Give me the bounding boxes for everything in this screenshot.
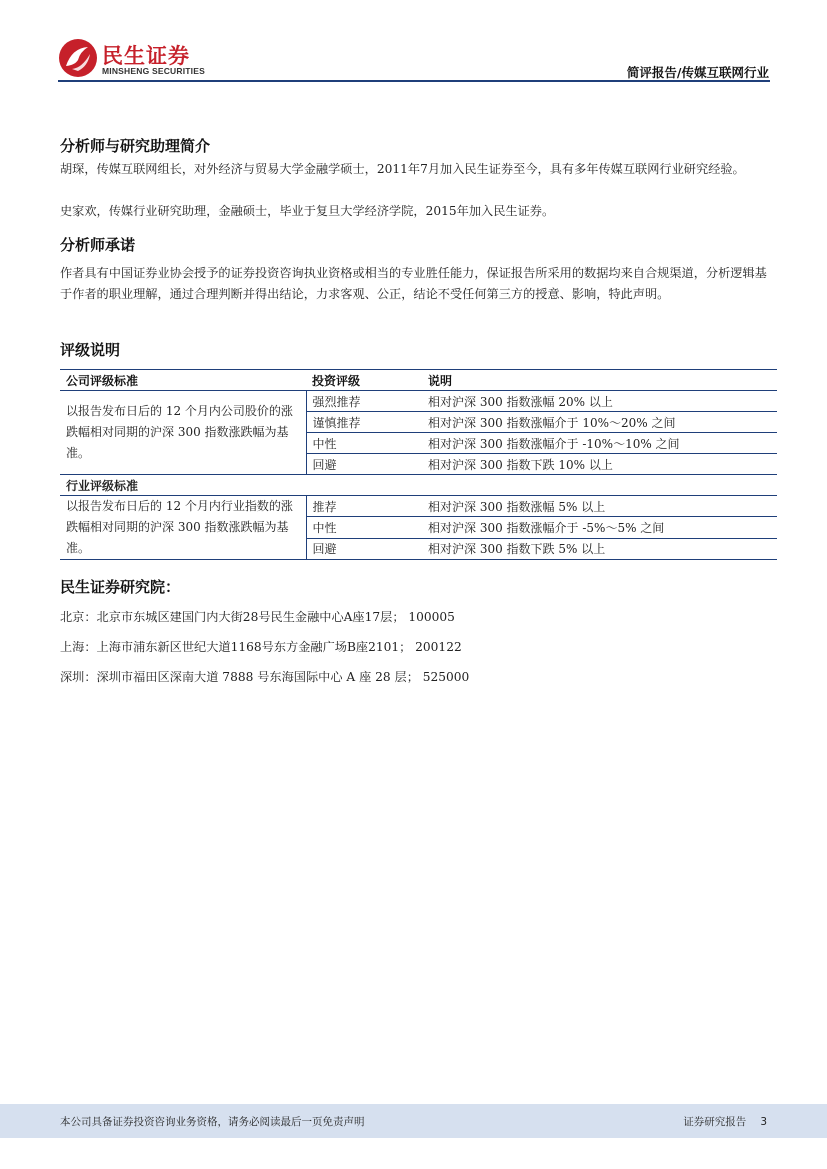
institute-section-title: 民生证券研究院： <box>60 578 181 596</box>
header-company-standard: 公司评级标准 <box>60 370 306 391</box>
minsheng-logo-icon <box>58 38 98 78</box>
company-logo <box>58 38 218 80</box>
page-number: 3 <box>760 1116 767 1128</box>
footer-disclaimer: 本公司具备证券投资咨询业务资格，请务必阅读最后一页免责声明 <box>60 1116 365 1128</box>
rating-label: 谨慎推荐 <box>306 412 422 433</box>
address-shanghai: 上海：上海市浦东新区世纪大道1168号东方金融广场B座2101； 200122 <box>60 640 462 654</box>
industry-rating-basis: 以报告发布日后的 12 个月内行业指数的涨跌幅相对同期的沪深 300 指数涨跌幅为基准。 <box>60 496 306 560</box>
analyst-intro-1: 胡琛，传媒互联网组长，对外经济与贸易大学金融学硕士，2011年7月加入民生证券至今，具有多年传媒互联网行业研究经验。 <box>60 162 745 176</box>
header-explanation: 说明 <box>422 370 777 391</box>
table-row <box>60 391 777 412</box>
rating-label: 中性 <box>306 517 422 538</box>
table-row <box>60 496 777 517</box>
header-investment-rating: 投资评级 <box>306 370 422 391</box>
footer-info <box>669 1114 767 1129</box>
rating-explanation: 相对沪深 300 指数涨幅介于 -10%～10% 之间 <box>422 433 777 454</box>
page-header <box>0 0 827 90</box>
footer-report-type: 证券研究报告 <box>683 1116 747 1128</box>
logo-chinese-name: 民生证券 <box>102 44 190 68</box>
address-beijing: 北京：北京市东城区建国门内大街28号民生金融中心A座17层； 100005 <box>60 610 455 624</box>
header-industry-standard: 行业评级标准 <box>60 475 306 496</box>
analyst-intro-2: 史家欢，传媒行业研究助理，金融硕士，毕业于复旦大学经济学院，2015年加入民生证券。 <box>60 204 555 218</box>
rating-label: 强烈推荐 <box>306 391 422 412</box>
rating-table-header <box>60 370 777 391</box>
header-divider <box>58 80 770 82</box>
page-footer <box>0 1104 827 1138</box>
rating-explanation: 相对沪深 300 指数下跌 10% 以上 <box>422 454 777 475</box>
rating-explanation: 相对沪深 300 指数涨幅介于 10%～20% 之间 <box>422 412 777 433</box>
commitment-text: 作者具有中国证券业协会授予的证券投资咨询执业资格或相当的专业胜任能力，保证报告所采用的数据均来自合规渠道，分析逻辑基于作者的职业理解，通过合理判断并得出结论，力求客观、公正，结论不受任何第三方的授意、影响，特此声明。 <box>60 266 767 301</box>
industry-header-row <box>60 475 777 496</box>
rating-table <box>60 369 777 560</box>
rating-label: 回避 <box>306 538 422 559</box>
rating-label: 回避 <box>306 454 422 475</box>
report-category: 简评报告/传媒互联网行业 <box>626 65 769 80</box>
rating-section-title: 评级说明 <box>60 341 121 359</box>
rating-label: 中性 <box>306 433 422 454</box>
rating-explanation: 相对沪深 300 指数涨幅介于 -5%～5% 之间 <box>422 517 777 538</box>
rating-explanation: 相对沪深 300 指数涨幅 20% 以上 <box>422 391 777 412</box>
address-shenzhen: 深圳：深圳市福田区深南大道 7888 号东海国际中心 A 座 28 层； 525000 <box>60 670 470 684</box>
company-rating-basis: 以报告发布日后的 12 个月内公司股价的涨跌幅相对同期的沪深 300 指数涨跌幅为基准。 <box>60 391 306 475</box>
commitment-section-title: 分析师承诺 <box>60 236 136 254</box>
analyst-section-title: 分析师与研究助理简介 <box>60 137 211 155</box>
rating-explanation: 相对沪深 300 指数下跌 5% 以上 <box>422 538 777 559</box>
rating-label: 推荐 <box>306 496 422 517</box>
rating-explanation: 相对沪深 300 指数涨幅 5% 以上 <box>422 496 777 517</box>
logo-english-name: MINSHENG SECURITIES <box>102 66 205 76</box>
